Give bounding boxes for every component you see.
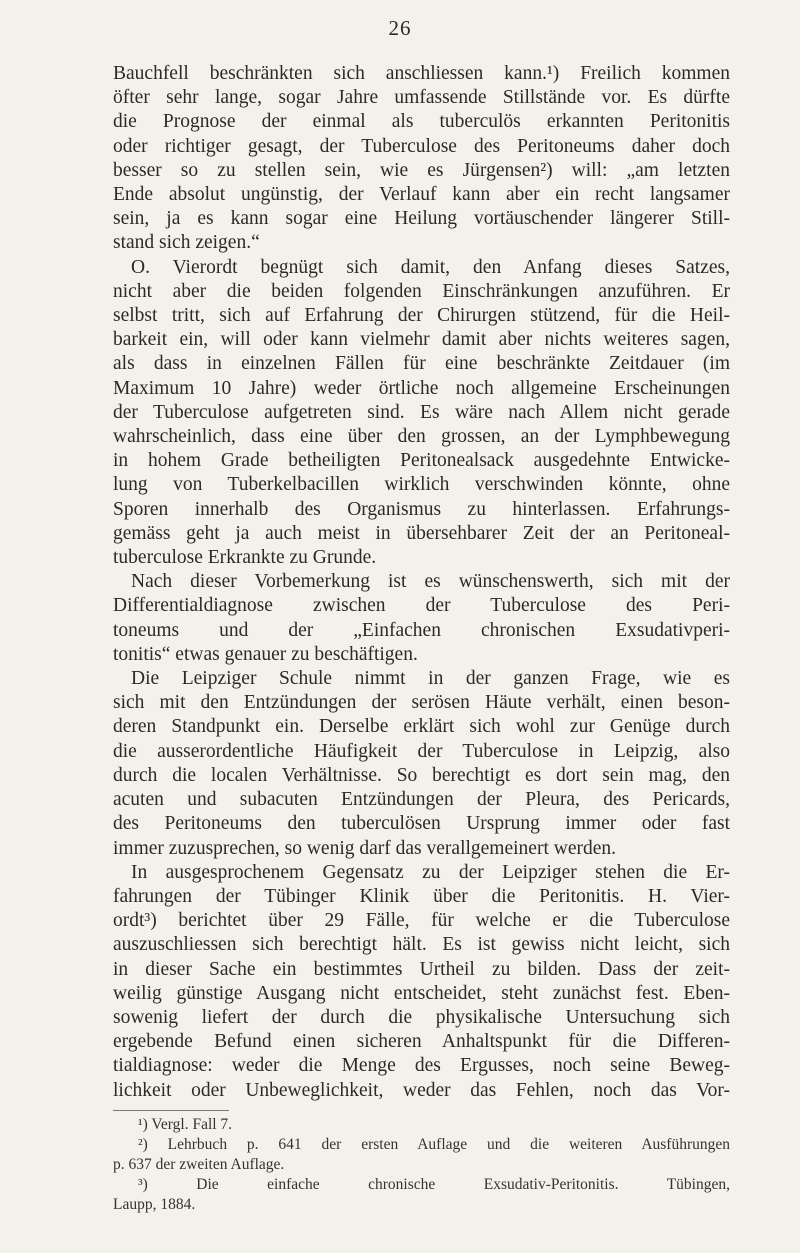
text-line: des Peritoneums den tuberculösen Ursprung immer oder fast [113, 813, 730, 835]
text-line: wahrscheinlich, dass eine über den grossen, an der Lymphbewegung [113, 426, 730, 448]
body-text [113, 62, 730, 1103]
footnotes [113, 1115, 730, 1215]
text-line: tialdiagnose: weder die Menge des Ergusses, noch seine Beweg- [113, 1055, 730, 1077]
text-line: die ausserordentliche Häufigkeit der Tuberculose in Leipzig, also [113, 740, 730, 762]
text-line: besser so zu stellen sein, wie es Jürgensen²) will: „am letzten [113, 159, 730, 181]
text-line: stand sich zeigen.“ [113, 232, 260, 254]
text-line: ordt³) berichtet über 29 Fälle, für welche er die Tuberculose [113, 910, 730, 932]
text-line: sein, ja es kann sogar eine Heilung vortäuschender längerer Still- [113, 208, 730, 230]
text-line: toneums und der „Einfachen chronischen Exsudativperi- [113, 619, 730, 641]
text-line: weilig günstige Ausgang nicht entscheidet, steht zunächst fest. Eben- [113, 982, 730, 1004]
text-line: lung von Tuberkelbacillen wirklich verschwinden könnte, ohne [113, 474, 730, 496]
text-line: Ende absolut ungünstig, der Verlauf kann aber ein recht langsamer [113, 184, 730, 206]
text-line: auszuschliessen sich berechtigt hält. Es ist gewiss nicht leicht, sich [113, 934, 730, 956]
footnote-line: ³) Die einfache chronische Exsudativ-Peritonitis. Tübingen, [138, 1175, 730, 1193]
text-line: tonitis“ etwas genauer zu beschäftigen. [113, 643, 418, 665]
text-line: lichkeit oder Unbeweglichkeit, weder das Fehlen, noch das Vor- [113, 1079, 730, 1101]
text-line: ergebende Befund einen sicheren Anhaltspunkt für die Differen- [113, 1031, 730, 1053]
text-line: sich mit den Entzündungen der serösen Häute verhält, einen beson- [113, 692, 730, 714]
footnote-line: ²) Lehrbuch p. 641 der ersten Auflage und die weiteren Ausführungen [138, 1135, 730, 1153]
text-line: selbst tritt, sich auf Erfahrung der Chirurgen stützend, für die Heil- [113, 305, 730, 327]
text-line: die Prognose der einmal als tuberculös erkannten Peritonitis [113, 111, 730, 133]
text-line: als dass in einzelnen Fällen für eine beschränkte Zeitdauer (im [113, 353, 730, 375]
text-line: Die Leipziger Schule nimmt in der ganzen Frage, wie es [131, 668, 730, 690]
text-line: deren Standpunkt ein. Derselbe erklärt sich wohl zur Genüge durch [113, 716, 730, 738]
text-line: fahrungen der Tübinger Klinik über die Peritonitis. H. Vier- [113, 885, 730, 907]
text-line: gemäss geht ja auch meist in übersehbarer Zeit der an Peritoneal- [113, 522, 730, 544]
text-line: nicht aber die beiden folgenden Einschränkungen anzuführen. Er [113, 280, 730, 302]
text-line: barkeit ein, will oder kann vielmehr damit aber nichts weiteres sagen, [113, 329, 730, 351]
text-line: Differentialdiagnose zwischen der Tuberculose des Peri- [113, 595, 730, 617]
footnote-line: p. 637 der zweiten Auflage. [113, 1155, 285, 1173]
text-line: in dieser Sache ein bestimmtes Urtheil zu bilden. Dass der zeit- [113, 958, 730, 980]
text-line: Sporen innerhalb des Organismus zu hinterlassen. Erfahrungs- [113, 498, 730, 520]
footnote-line: ¹) Vergl. Fall 7. [138, 1115, 233, 1133]
text-line: acuten und subacuten Entzündungen der Pleura, des Pericards, [113, 789, 730, 811]
text-line: durch die localen Verhältnisse. So berechtigt es dort sein mag, den [113, 764, 730, 786]
text-line: öfter sehr lange, sogar Jahre umfassende Stillstände vor. Es dürfte [113, 87, 730, 109]
page-number: 26 [388, 16, 412, 40]
text-line: tuberculose Erkrankte zu Grunde. [113, 547, 377, 569]
text-line: der Tuberculose aufgetreten sind. Es wäre nach Allem nicht gerade [113, 401, 730, 423]
text-line: sowenig liefert der durch die physikalische Untersuchung sich [113, 1006, 730, 1028]
footnote-divider [113, 1110, 229, 1111]
text-line: Bauchfell beschränkten sich anschliessen kann.¹) Freilich kommen [113, 63, 730, 84]
text-line: O. Vierordt begnügt sich damit, den Anfang dieses Satzes, [131, 256, 730, 278]
footnote-line: Laupp, 1884. [113, 1195, 196, 1213]
text-line: Maximum 10 Jahre) weder örtliche noch allgemeine Erscheinungen [113, 377, 730, 399]
text-line: oder richtiger gesagt, der Tuberculose des Peritoneums daher doch [113, 135, 730, 157]
text-line: Nach dieser Vorbemerkung ist es wünschenswerth, sich mit der [131, 571, 730, 593]
text-line: In ausgesprochenem Gegensatz zu der Leipziger stehen die Er- [131, 861, 730, 883]
text-line: immer zuzusprechen, so wenig darf das verallgemeinert werden. [113, 837, 617, 859]
text-line: in hohem Grade betheiligten Peritonealsack ausgedehnte Entwicke- [113, 450, 730, 472]
